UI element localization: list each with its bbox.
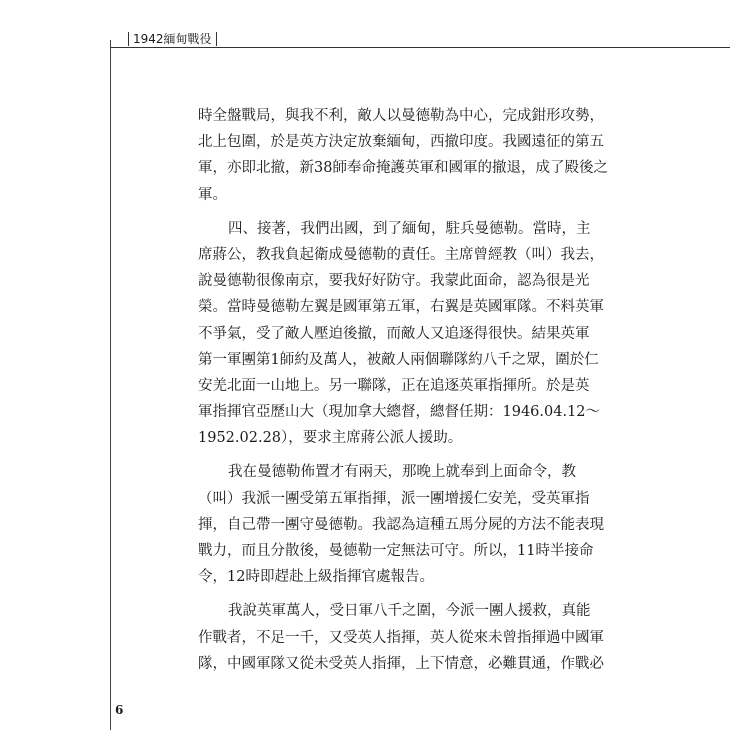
text-line: 說曼德勒很像南京，要我好好防守。我蒙此面命，認為很是光	[198, 273, 590, 290]
text-line: 作戰者，不足一千，又受英人指揮，英人從來未曾指揮過中國軍	[198, 629, 604, 646]
paragraph	[198, 459, 604, 590]
text-line: 我在曼德勒佈置才有兩天，那晚上就奉到上面命令，教	[228, 464, 576, 481]
text-line: 戰力，而且分散後，曼德勒一定無法可守。所以，11時半接命	[198, 543, 594, 559]
text-line: 時全盤戰局，與我不利，敵人以曼德勒為中心，完成鉗形攻勢，	[198, 108, 604, 124]
body-text	[198, 103, 608, 677]
text-line: 揮，自己帶一團守曼德勒。我認為這種五馬分屍的方法不能表現	[198, 516, 604, 533]
running-header-title: 1942緬甸戰役	[128, 32, 217, 46]
text-line: 不爭氣，受了敵人壓迫後撤，而敵人又追逐得很快。結果英軍	[198, 325, 590, 342]
paragraph	[198, 216, 604, 452]
text-line: 我說英軍萬人，受日軍八千之圍，今派一團人援救，真能	[228, 603, 591, 620]
text-line: 席蔣公，教我負起衛成曼德勒的責任。主席曾經教（叫）我去，	[198, 246, 604, 263]
text-line: 軍，亦即北撤，新38師奉命掩護英軍和國軍的撤退，成了殿後之	[198, 160, 608, 177]
text-line: 安羌北面一山地上。另一聯隊，正在追逐英軍指揮所。於是英	[198, 377, 590, 394]
text-line: 1952.02.28），要求主席蔣公派人援助。	[198, 430, 463, 447]
page-number: 6	[115, 703, 124, 717]
text-line: 軍指揮官亞歷山大（現加拿大總督，總督任期：1946.04.12～	[198, 404, 601, 421]
text-line: 隊，中國軍隊又從未受英人指揮，上下情意，必難貫通，作戰必	[198, 655, 604, 672]
text-line: 榮。當時曼德勒左翼是國軍第五軍，右翼是英國軍隊。不料英軍	[198, 299, 604, 316]
text-line: 北上包圍，於是英方決定放棄緬甸，西撤印度。我國遠征的第五	[198, 134, 604, 151]
text-line: 四、接著，我們出國，到了緬甸，駐兵曼德勒。當時，主	[228, 220, 591, 237]
text-line: 第一軍團第1師約及萬人，被敵人兩個聯隊約八千之眾，圍於仁	[198, 351, 599, 368]
paragraph	[198, 598, 604, 677]
paragraph	[198, 103, 608, 208]
left-margin-rule	[110, 40, 111, 730]
text-line: 軍。	[198, 186, 227, 203]
text-line: 令，12時即趕赴上級指揮官處報告。	[198, 569, 434, 586]
text-line: （叫）我派一團受第五軍指揮，派一團增援仁安羌，受英軍指	[198, 490, 590, 507]
